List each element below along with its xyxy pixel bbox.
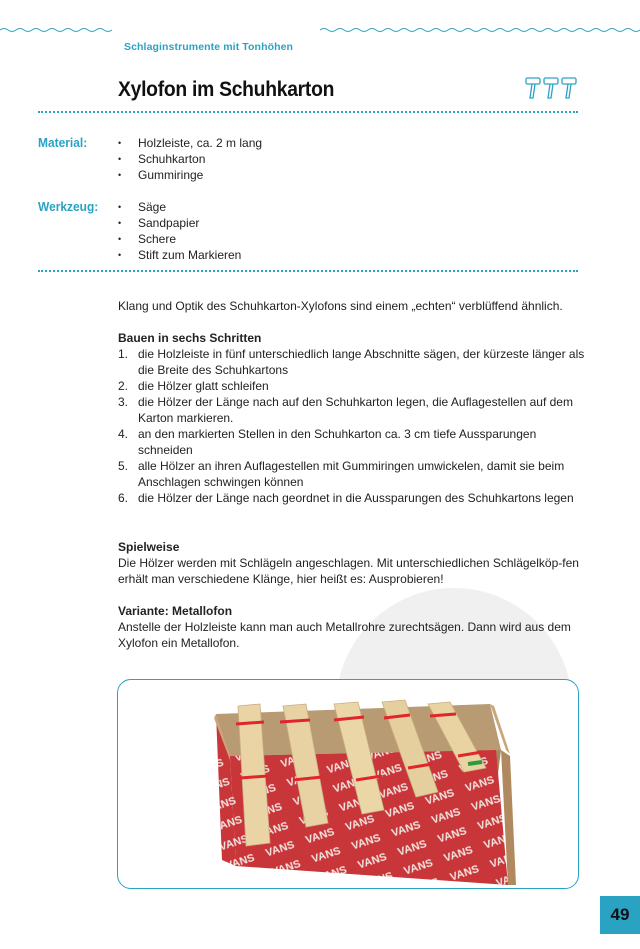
- werkzeug-item: • Säge: [118, 199, 241, 215]
- werkzeug-label: Werkzeug:: [38, 199, 99, 214]
- photo-frame: [117, 679, 579, 889]
- dotted-divider-top: [38, 111, 578, 115]
- step-item: 1. die Holzleiste in fünf unterschiedlich lange Abschnitte sägen, der kürzeste länger als die Breite des Schuhkartons: [118, 347, 585, 377]
- variante-text: Anstelle der Holzleiste kann man auch Metallrohre zurechtsägen. Dann wird aus dem Xylofon ein Metallofon.: [118, 620, 571, 650]
- header-wave-line: [0, 19, 640, 39]
- werkzeug-item: • Schere: [118, 231, 241, 247]
- intro-text: Klang und Optik des Schuhkarton-Xylofons sind einem „echten“ verblüffend ähnlich.: [118, 299, 563, 313]
- step-item: 5. alle Hölzer an ihren Auflagestellen mit Gummiringen umwickelen, damit sie beim Anschlagen schwingen können: [118, 459, 565, 489]
- section-title: Schlaginstrumente mit Tonhöhen: [118, 41, 299, 53]
- steps-list: [118, 346, 588, 506]
- werkzeug-list: [118, 199, 241, 263]
- step-item: 4. an den markierten Stellen in den Schuhkarton ca. 3 cm tiefe Aussparungen schneiden: [118, 427, 537, 457]
- werkzeug-item: • Sandpapier: [118, 215, 241, 231]
- material-list: [118, 135, 262, 183]
- spielweise-heading: Spielweise: [118, 540, 180, 554]
- three-hammers-icon: [524, 76, 584, 102]
- variante-section: [118, 603, 588, 651]
- xylophone-photo: [118, 680, 578, 888]
- page-title: Xylofon im Schuhkarton: [118, 78, 335, 101]
- step-item: 6. die Hölzer der Länge nach geordnet in die Aussparungen des Schuhkartons legen: [118, 491, 574, 505]
- variante-heading: Variante: Metallofon: [118, 604, 233, 618]
- material-item: • Gummiringe: [118, 167, 262, 183]
- step-item: 3. die Hölzer der Länge nach auf den Schuhkarton legen, die Auflagestellen auf dem Karton markieren.: [118, 395, 573, 425]
- steps-heading: Bauen in sechs Schritten: [118, 331, 262, 345]
- page-number: 49: [600, 896, 640, 934]
- material-item: • Schuhkarton: [118, 151, 262, 167]
- header-bar: [0, 19, 640, 53]
- dotted-divider-bottom: [38, 270, 578, 274]
- step-item: 2. die Hölzer glatt schleifen: [118, 379, 269, 393]
- material-item: • Holzleiste, ca. 2 m lang: [118, 135, 262, 151]
- spielweise-section: [118, 539, 588, 587]
- spielweise-text: Die Hölzer werden mit Schlägeln angeschlagen. Mit unterschiedlichen Schlägelköp-fen erhält man verschiedene Klänge, hier heißt es: Ausprobieren!: [118, 556, 579, 586]
- werkzeug-item: • Stift zum Markieren: [118, 247, 241, 263]
- steps-section: [118, 330, 588, 506]
- material-label: Material:: [38, 135, 88, 150]
